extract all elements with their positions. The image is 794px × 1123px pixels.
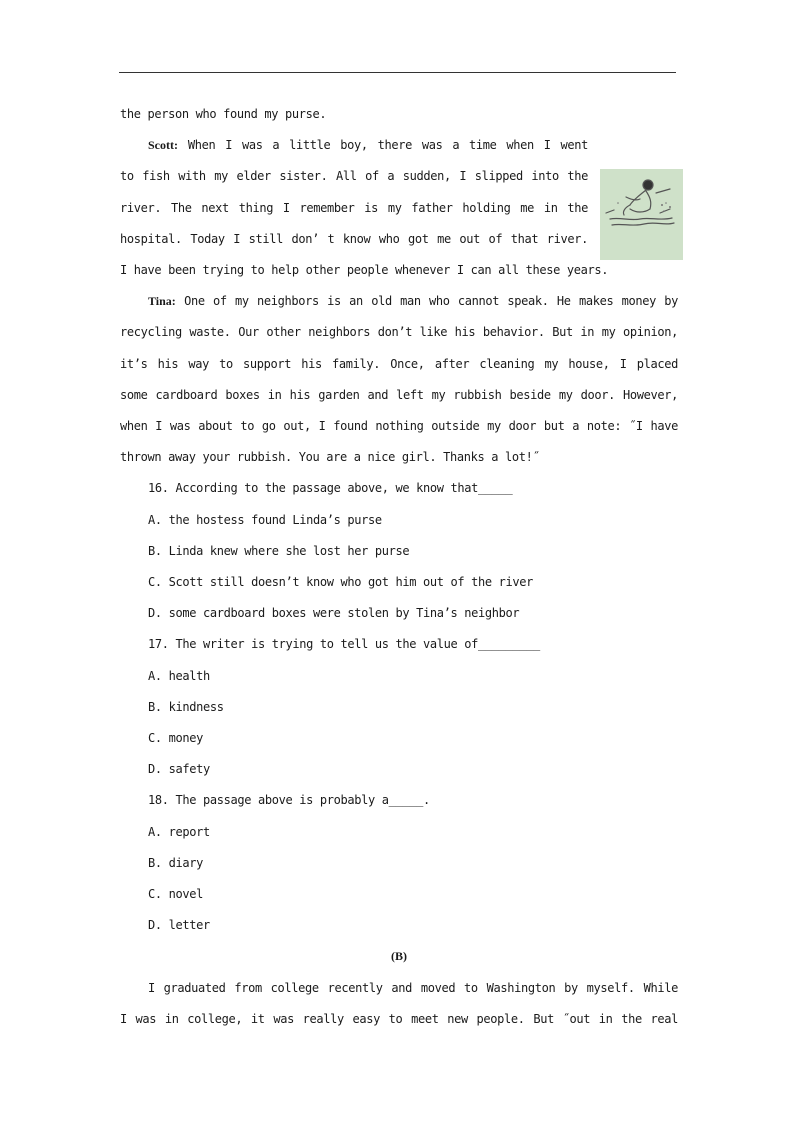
scott-paragraph [120,130,678,255]
question-option: C. Scott still doesn’t know who got him out of the river [148,575,533,590]
question-stem: 18. The passage above is probably a_____. [148,793,430,808]
text-line: hospital. Today I still don’ t know who got me out of that river. [120,231,588,246]
text-line: when I was about to go out, I found nothing outside my door but a note: ˝I have [120,419,678,434]
header-rule [119,72,676,73]
text-line: Scott: When I was a little boy, there was a time when I went [148,138,588,153]
question-option: D. letter [148,918,210,933]
text-line: it’s his way to support his family. Once, after cleaning my house, I placed [120,356,678,371]
text-line: river. The next thing I remember is my father holding me in the [120,200,588,215]
question-option: A. report [148,824,210,839]
question-stem: 16. According to the passage above, we know that_____ [148,481,513,496]
text-line: thrown away your rubbish. You are a nice girl. Thanks a lot!˝ [120,450,540,465]
text-line: to fish with my elder sister. All of a sudden, I slipped into the [120,169,588,184]
question-option: B. Linda knew where she lost her purse [148,543,410,558]
question-option: B. kindness [148,699,224,714]
question-option: D. safety [148,762,210,777]
question-option: C. money [148,731,203,746]
text-line: the person who found my purse. [120,107,327,121]
question-option: A. health [148,668,210,683]
text-line: I graduated from college recently and moved to Washington by myself. While [148,980,678,995]
question-stem: 17. The writer is trying to tell us the value of_________ [148,637,540,652]
question-option: B. diary [148,855,203,870]
speaker-name: Scott: [148,138,178,153]
text-line: recycling waste. Our other neighbors don’t like his behavior. But in my opinion, [120,325,678,340]
text-line: some cardboard boxes in his garden and left my rubbish beside my door. However, [120,387,678,402]
question-option: C. novel [148,887,203,902]
text-line: Tina: One of my neighbors is an old man who cannot speak. He makes money by [148,294,678,309]
fishing-child-illustration-icon [600,169,683,260]
document-body [120,99,678,1035]
question-option: A. the hostess found Linda’s purse [148,512,382,527]
section-heading: (B) [391,949,407,964]
question-option: D. some cardboard boxes were stolen by Tina’s neighbor [148,606,520,621]
speaker-name: Tina: [148,294,176,309]
text-line: I have been trying to help other people whenever I can all these years. [120,263,609,278]
text-line: I was in college, it was really easy to meet new people. But ˝out in the real [120,1011,678,1026]
